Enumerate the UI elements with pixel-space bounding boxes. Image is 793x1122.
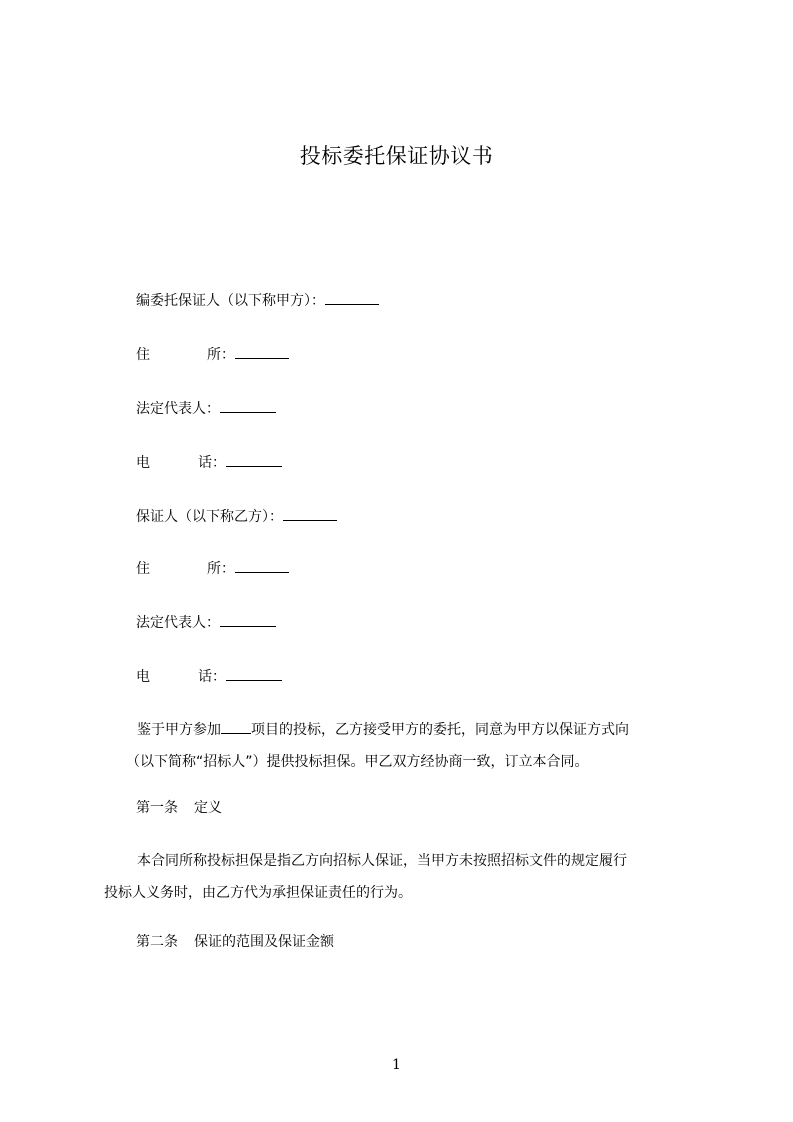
party-b-line: [136, 506, 337, 527]
party-b-label: 保证人（以下称乙方）：: [136, 509, 283, 525]
intro-line-2: （以下简称“招标人”）提供投标担保。甲乙双方经协商一致，订立本合同。: [126, 754, 589, 770]
party-a-line: [136, 290, 379, 311]
party-b-phone-blank: [226, 666, 282, 681]
intro-line-1: [104, 714, 704, 746]
party-b-phone-label-1: 电: [136, 669, 150, 685]
party-a-rep-line: [136, 398, 276, 419]
party-a-phone-label-1: 电: [136, 455, 150, 471]
party-a-address-label-1: 住: [136, 347, 150, 363]
party-b-blank: [283, 506, 337, 521]
party-a-address-label-2: 所：: [207, 347, 235, 363]
article-1-paragraph: [104, 845, 704, 909]
party-a-rep-blank: [220, 398, 276, 413]
party-b-rep-label: 法定代表人：: [136, 615, 220, 631]
article-1-title: 定义: [194, 800, 222, 816]
party-a-address-line: [136, 344, 289, 365]
article-1-number: 第一条: [136, 800, 178, 816]
party-a-blank: [325, 290, 379, 305]
party-b-phone-line: [136, 666, 282, 687]
party-b-address-blank: [235, 558, 289, 573]
party-a-phone-blank: [226, 452, 282, 467]
party-a-address-blank: [235, 344, 289, 359]
article-1-line-1: 本合同所称投标担保是指乙方向招标人保证，当甲方未按照招标文件的规定履行: [137, 853, 627, 869]
party-a-rep-label: 法定代表人：: [136, 401, 220, 417]
party-a-label: 编委托保证人（以下称甲方）：: [136, 293, 325, 309]
party-b-address-label-1: 住: [136, 561, 150, 577]
article-2-title: 保证的范围及保证金额: [194, 934, 334, 950]
article-2-number: 第二条: [136, 934, 178, 950]
party-b-rep-blank: [220, 612, 276, 627]
article-2-heading: [136, 932, 334, 952]
party-b-address-label-2: 所：: [207, 561, 235, 577]
party-a-phone-label-2: 话：: [198, 455, 226, 471]
document-title: 投标委托保证协议书: [299, 144, 494, 168]
party-b-address-line: [136, 558, 289, 579]
project-name-blank: [221, 719, 251, 734]
article-1-heading: [136, 798, 222, 818]
intro-paragraph: [104, 714, 704, 778]
party-b-rep-line: [136, 612, 276, 633]
intro-line-1-before: 鉴于甲方参加: [137, 722, 221, 738]
article-1-line-2: 投标人义务时，由乙方代为承担保证责任的行为。: [104, 885, 412, 901]
party-a-phone-line: [136, 452, 282, 473]
party-b-phone-label-2: 话：: [198, 669, 226, 685]
intro-line-1-after: 项目的投标，乙方接受甲方的委托，同意为甲方以保证方式向: [251, 722, 629, 738]
page-number: 1: [392, 1057, 401, 1073]
